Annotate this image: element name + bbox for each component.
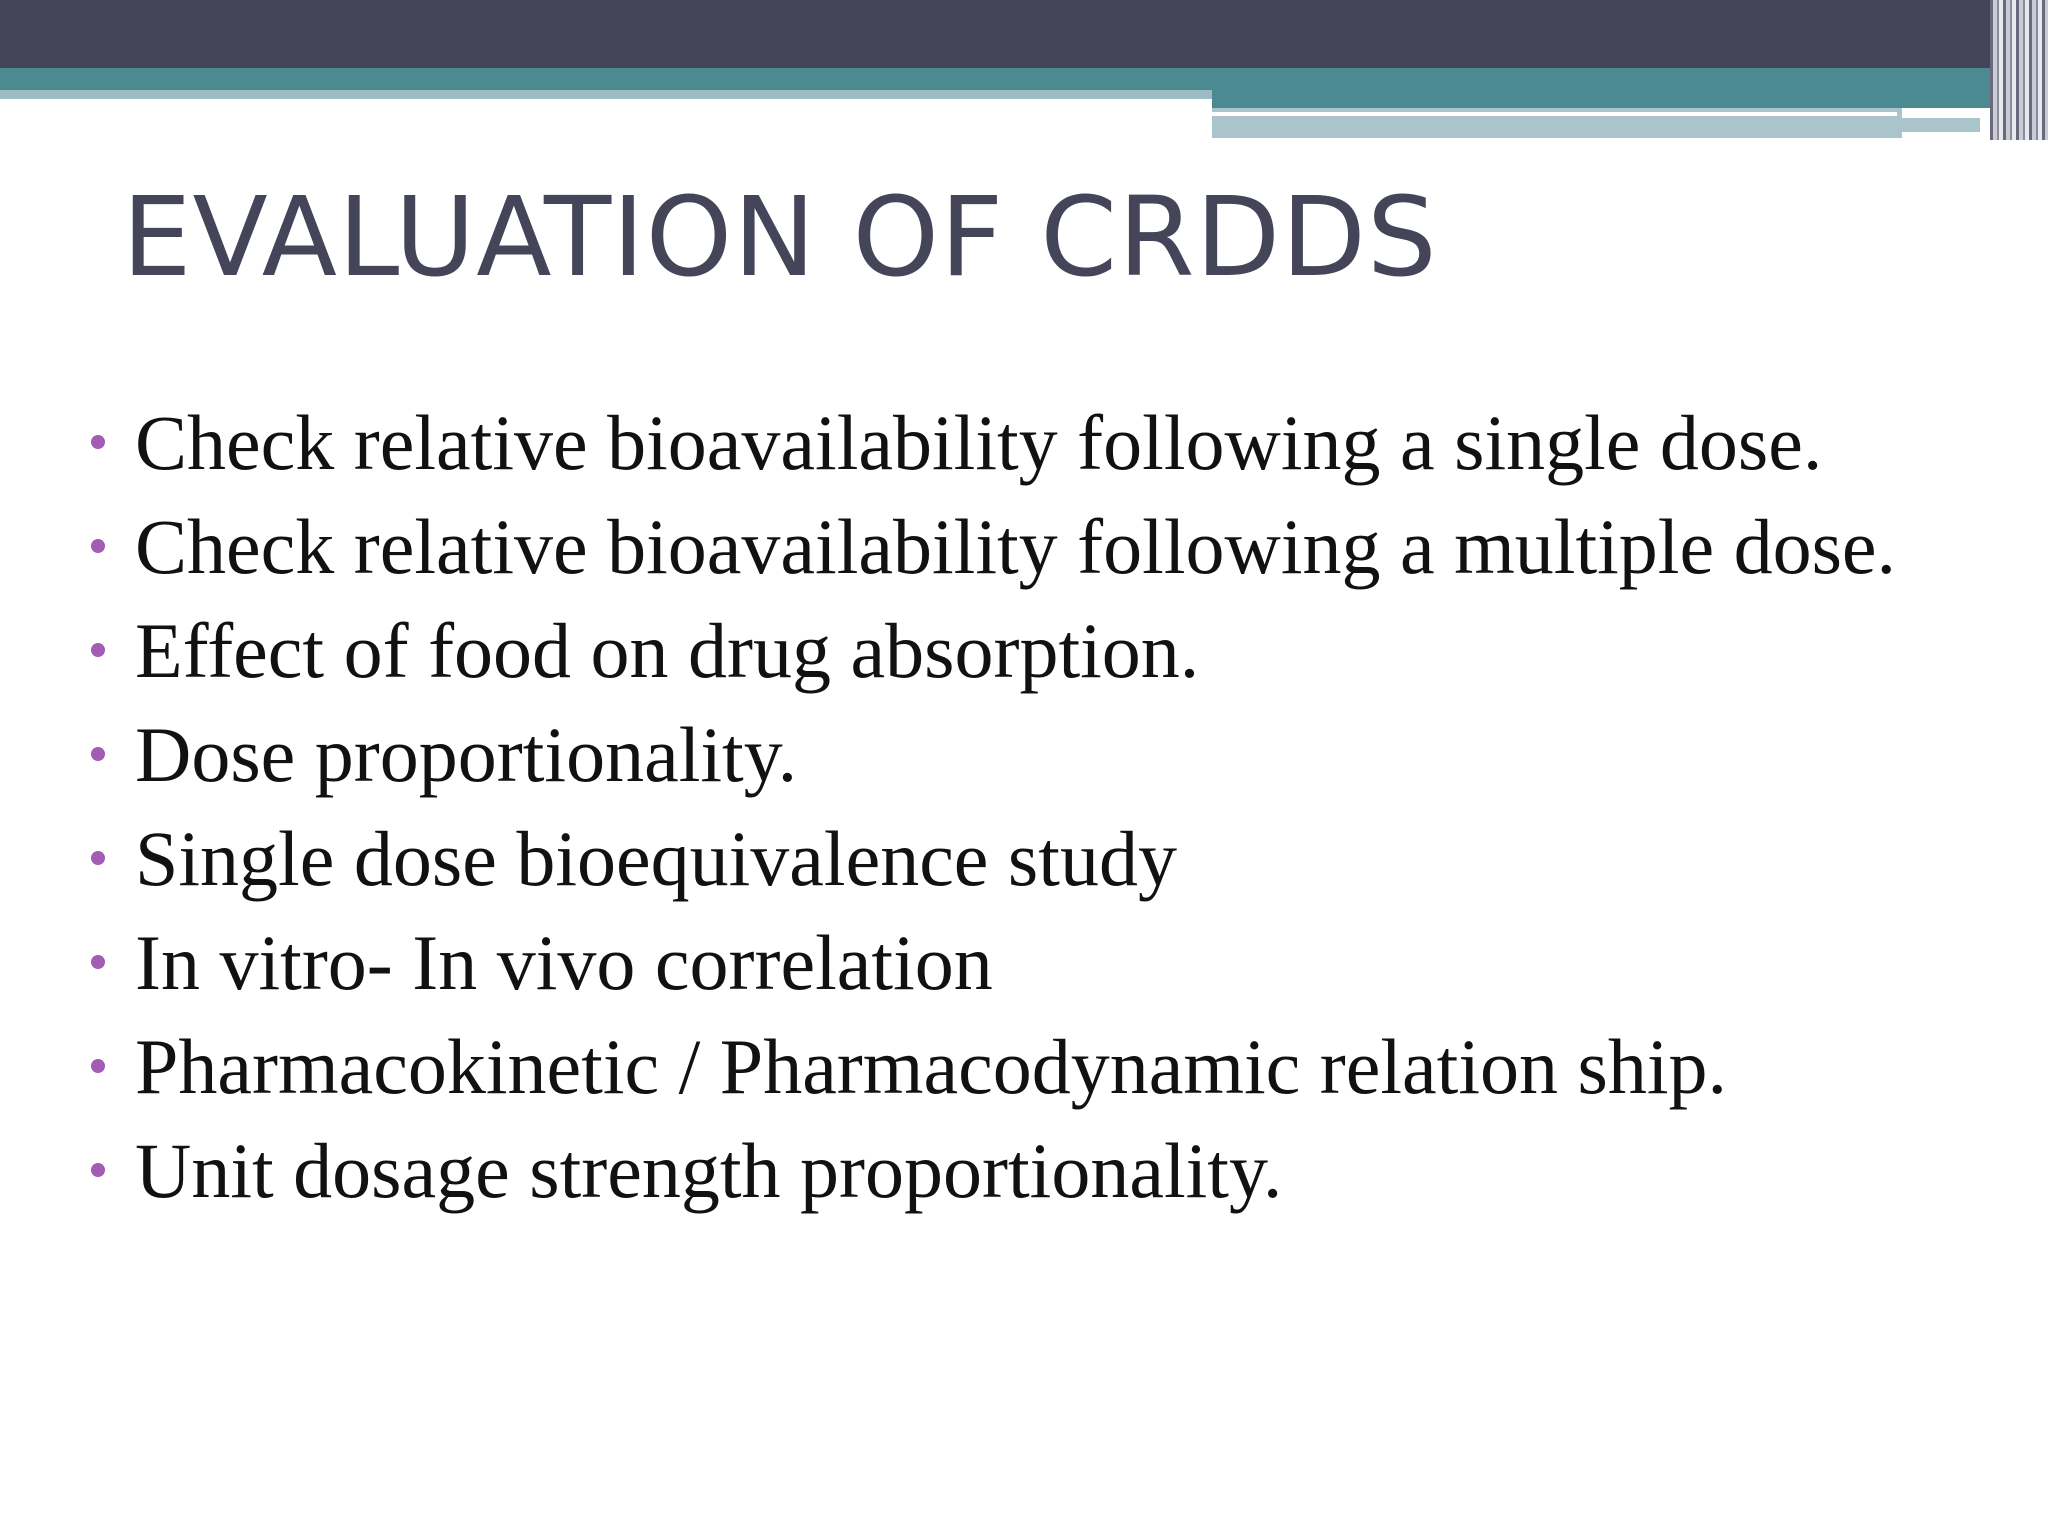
bullet-dot-icon — [91, 643, 105, 657]
bullet-item — [80, 393, 2030, 493]
header-band-dark — [0, 0, 2048, 68]
header-edge-stripes — [1990, 0, 2048, 140]
bullet-item — [80, 913, 2030, 1013]
bullet-text: Check relative bioavailability following a single dose. — [135, 399, 1823, 486]
bullet-dot-icon — [91, 1059, 105, 1073]
bullet-item — [80, 1121, 2030, 1221]
bullet-dot-icon — [91, 955, 105, 969]
bullet-text: Unit dosage strength proportionality. — [135, 1127, 1283, 1214]
bullet-list — [80, 393, 2030, 1225]
slide-title: EVALUATION OF CRDDS — [122, 173, 1438, 301]
header-band-light — [0, 90, 1212, 99]
bullet-text: Single dose bioequivalence study — [135, 815, 1177, 902]
bullet-dot-icon — [91, 1163, 105, 1177]
bullet-text: Effect of food on drug absorption. — [135, 607, 1200, 694]
bullet-dot-icon — [91, 539, 105, 553]
bullet-item — [80, 497, 1985, 597]
bullet-dot-icon — [91, 747, 105, 761]
header-band-teal-right — [1212, 90, 2048, 108]
bullet-text: In vitro- In vivo correlation — [135, 919, 993, 1006]
bullet-text: Pharmacokinetic / Pharmacodynamic relation ship. — [135, 1023, 1728, 1110]
bullet-item — [80, 809, 2030, 909]
header-band-teal — [0, 68, 2048, 90]
header-band-pale-inner — [1650, 118, 1980, 132]
bullet-item — [80, 705, 2030, 805]
bullet-item — [80, 601, 2030, 701]
bullet-dot-icon — [91, 851, 105, 865]
bullet-dot-icon — [91, 435, 105, 449]
header-band-divider — [1212, 112, 1897, 116]
bullet-text: Check relative bioavailability following a multiple dose. — [135, 503, 1897, 590]
bullet-item — [80, 1017, 2030, 1117]
bullet-text: Dose proportionality. — [135, 711, 798, 798]
